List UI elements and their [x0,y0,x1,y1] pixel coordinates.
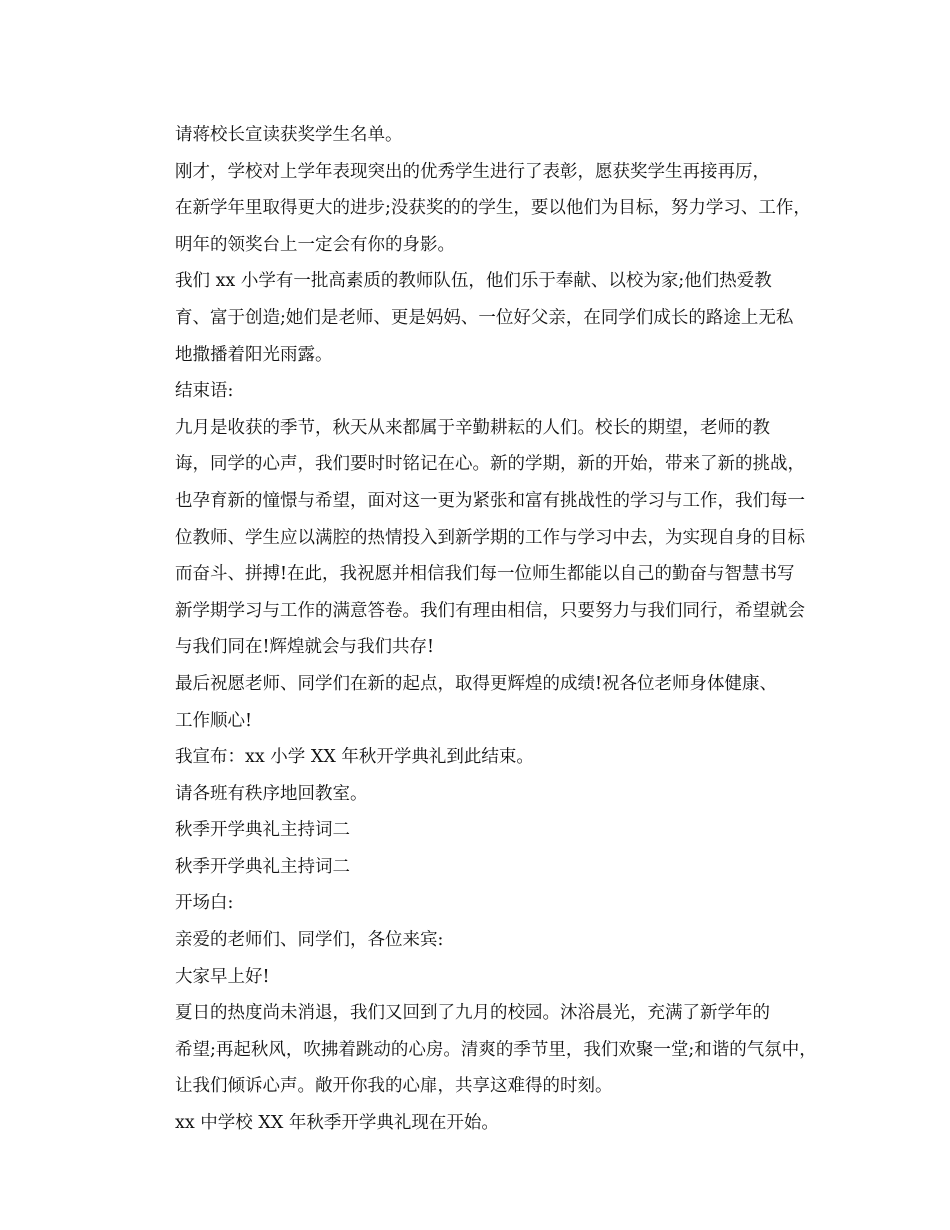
paragraph [140,263,820,373]
text-line: 育、富于创造;她们是老师、更是妈妈、一位好父亲，在同学们成长的路途上无私 [175,307,794,328]
text-line: 让我们倾诉心声。敞开你我的心扉，共享这难得的时刻。 [175,1076,613,1097]
text-line: 秋季开学典礼主持词二 [175,820,350,841]
text-line: 我们 xx 小学有一批高素质的教师队伍，他们乐于奉献、以校为家;他们热爱教 [175,271,772,292]
text-line: 位教师、学生应以满腔的热情投入到新学期的工作与学习中去，为实现自身的目标 [175,527,805,548]
text-line: 刚才，学校对上学年表现突出的优秀学生进行了表彰，愿获奖学生再接再厉， [175,161,770,182]
text-line: 也孕育新的憧憬与希望，面对这一更为紧张和富有挑战性的学习与工作，我们每一 [175,490,805,511]
text-line: 诲，同学的心声，我们要时时铭记在心。新的学期，新的开始，带来了新的挑战， [175,454,805,475]
paragraph [140,959,820,996]
paragraph [140,849,820,886]
text-line: xx 中学校 XX 年秋季开学典礼现在开始。 [175,1113,499,1134]
paragraph [140,666,820,739]
paragraph [140,154,820,264]
paragraph [140,1105,820,1142]
text-line: 与我们同在!辉煌就会与我们共存! [175,637,435,658]
text-line: 在新学年里取得更大的进步;没获奖的的学生，要以他们为目标，努力学习、工作， [175,198,811,219]
text-line: 地撒播着阳光雨露。 [175,344,333,365]
text-line: 九月是收获的季节，秋天从来都属于辛勤耕耘的人们。校长的期望，老师的教 [175,417,770,438]
paragraph [140,812,820,849]
text-line: 新学期学习与工作的满意答卷。我们有理由相信，只要努力与我们同行，希望就会 [175,600,805,621]
text-line: 亲爱的老师们、同学们，各位来宾: [175,930,444,951]
text-line: 最后祝愿老师、同学们在新的起点，取得更辉煌的成绩!祝各位老师身体健康、 [175,673,778,694]
text-line: 明年的领奖台上一定会有你的身影。 [175,234,455,255]
paragraph [140,410,820,666]
text-line: 工作顺心! [175,710,253,731]
document-body [140,117,820,1142]
text-line: 请蒋校长宣读获奖学生名单。 [175,125,403,145]
text-line: 请各班有秩序地回教室。 [175,783,368,804]
text-line: 而奋斗、拼搏!在此，我祝愿并相信我们每一位师生都能以自己的勤奋与智慧书写 [175,564,795,585]
text-line: 结束语: [175,381,234,402]
paragraph [140,995,820,1105]
text-line: 大家早上好! [175,966,270,987]
paragraph [140,885,820,922]
text-line: 夏日的热度尚未消退，我们又回到了九月的校园。沐浴晨光，充满了新学年的 [175,1003,770,1024]
text-line: 希望;再起秋风，吹拂着跳动的心房。清爽的季节里，我们欢聚一堂;和谐的气氛中， [175,1039,817,1060]
paragraph [140,373,820,410]
paragraph [140,117,820,154]
text-line: 秋季开学典礼主持词二 [175,856,350,877]
paragraph [140,922,820,959]
paragraph [140,776,820,813]
text-line: 我宣布：xx 小学 XX 年秋开学典礼到此结束。 [175,747,534,768]
paragraph [140,739,820,776]
text-line: 开场白: [175,893,234,914]
